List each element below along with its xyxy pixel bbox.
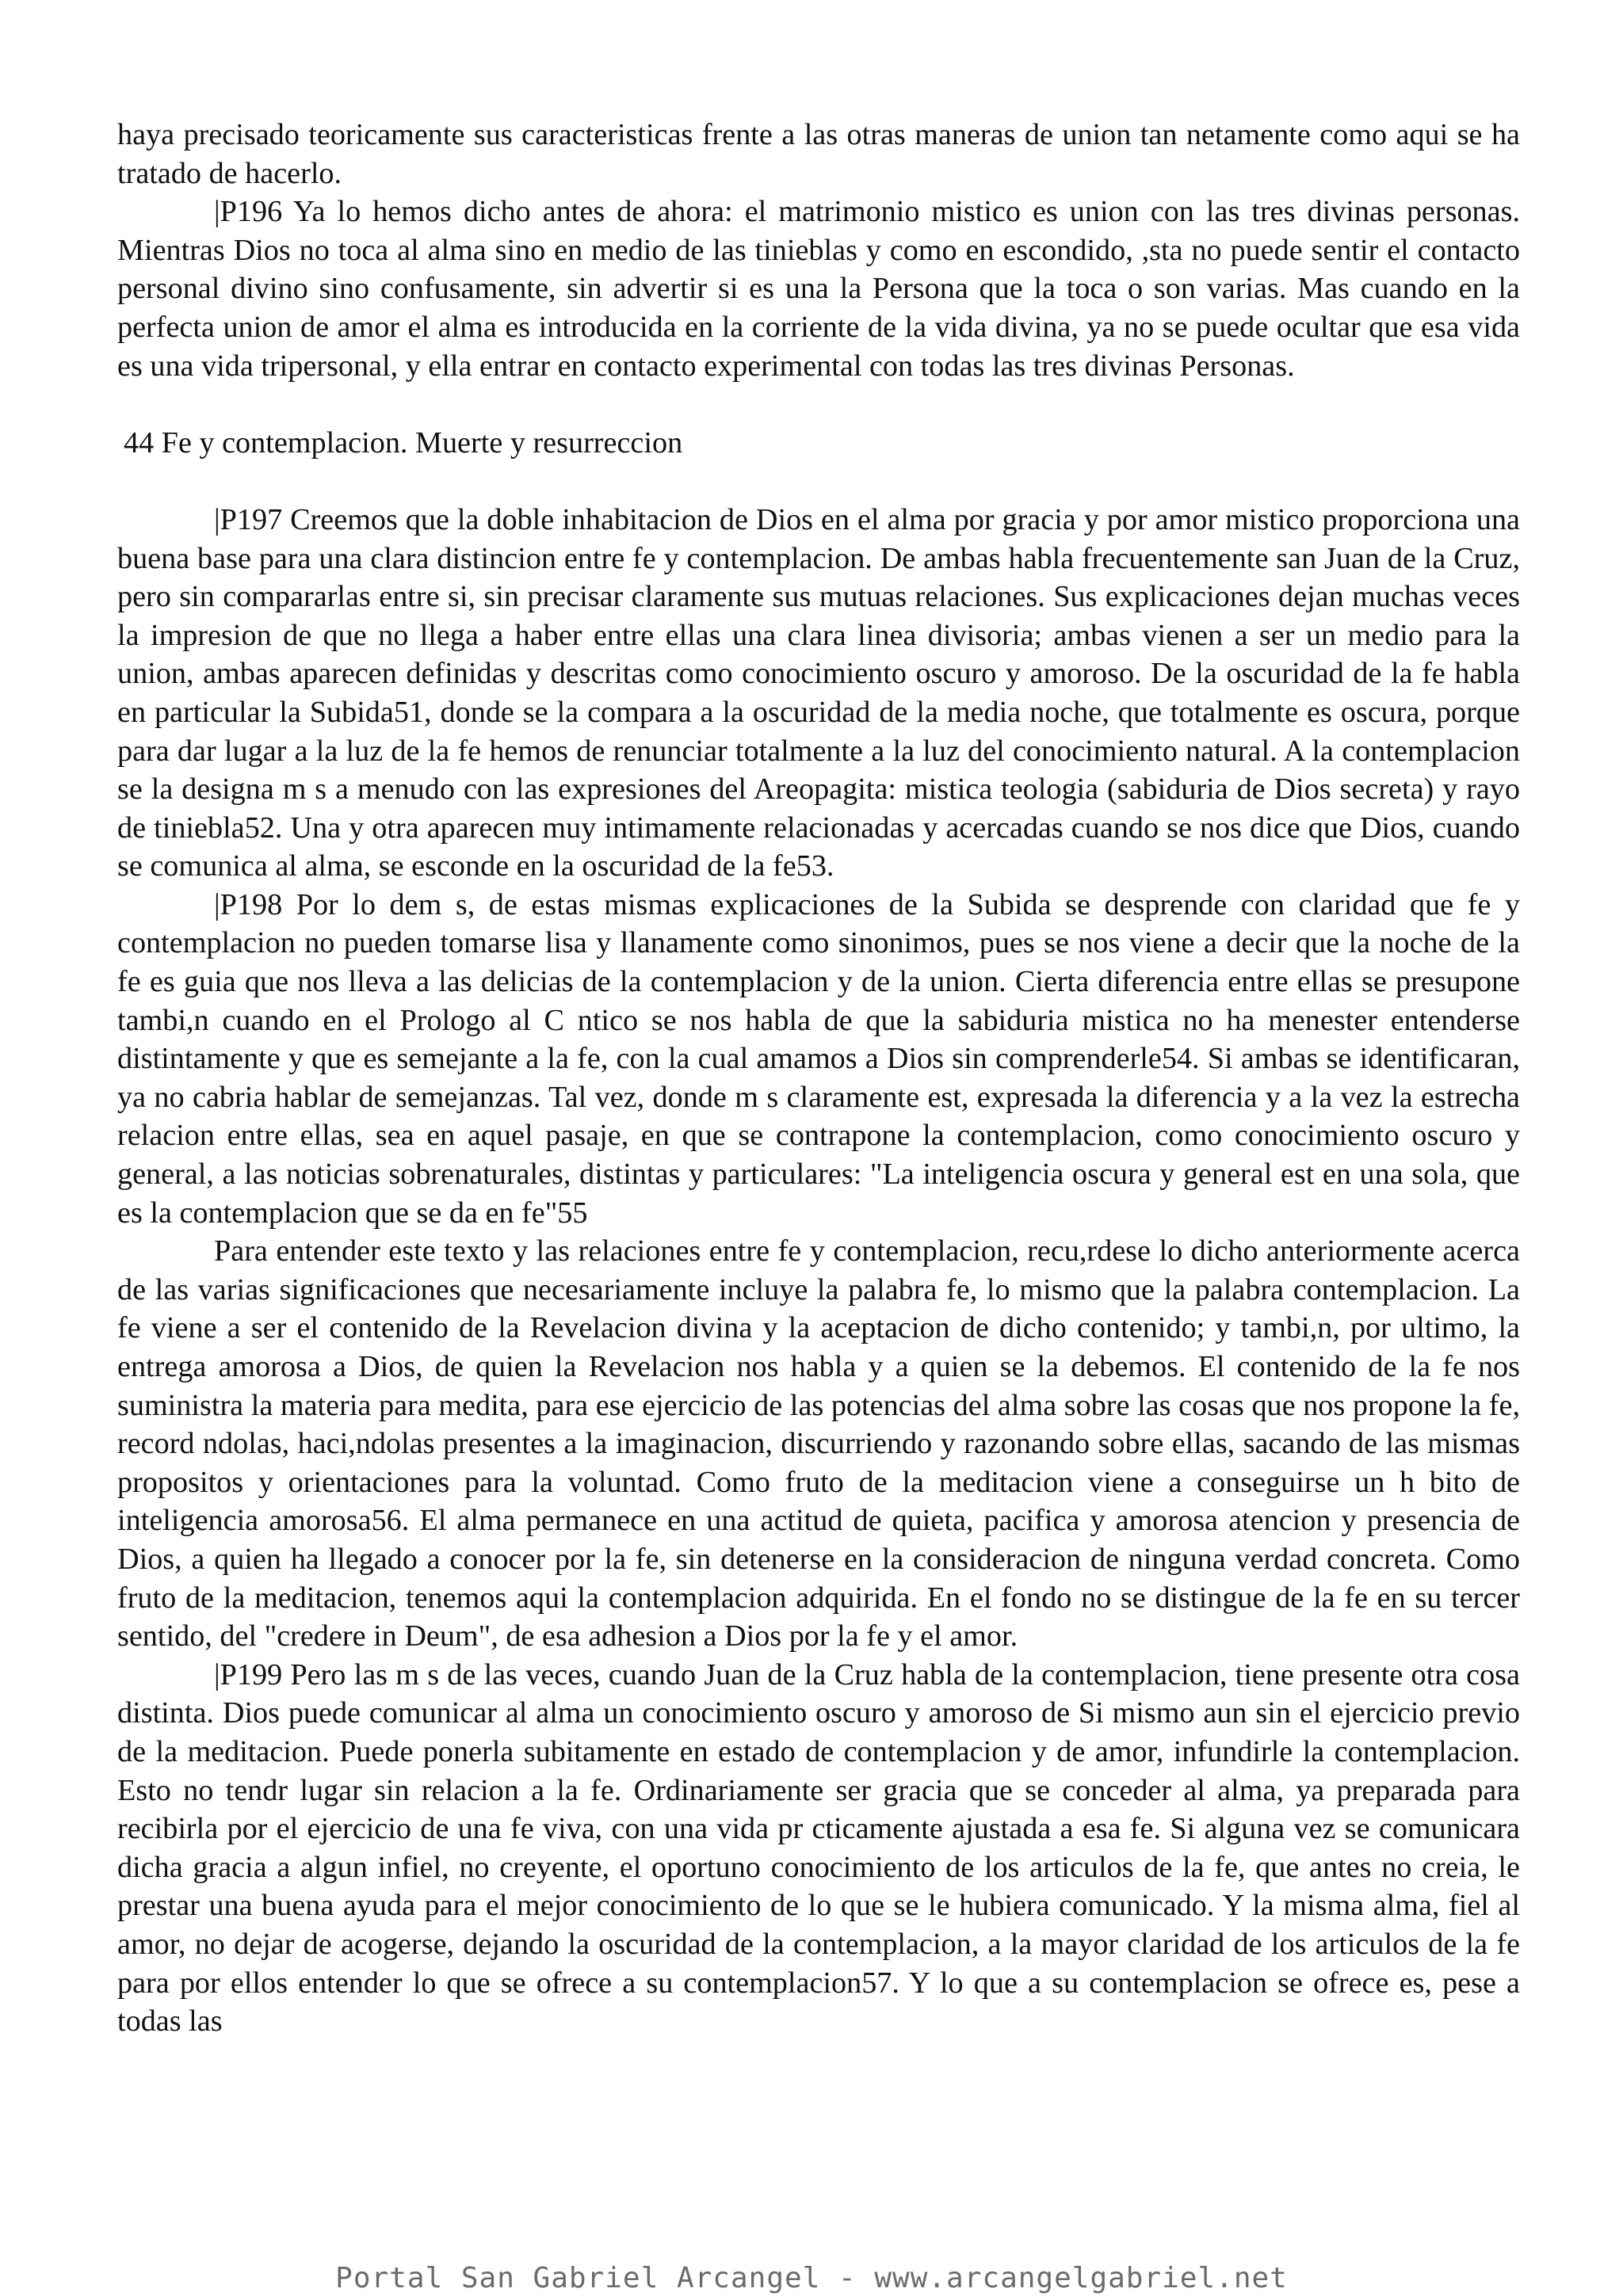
page-footer: Portal San Gabriel Arcangel - www.arcangelgabriel.net [335, 2262, 1288, 2294]
section-heading: 44 Fe y contemplacion. Muerte y resurreccion [124, 425, 683, 460]
paragraph-p197: |P197 Creemos que la doble inhabitacion de Dios en el alma por gracia y por amor mistico proporciona una buena base para una clara distincion entre fe y contemplacion. De ambas habla frecuentemente san Juan de la Cruz, pero sin compararlas entre si, sin precisar claramente sus mutuas relaciones. Sus explicaciones dejan muchas veces la impresion de que no llega a haber entre ellas una clara linea divisoria; ambas vienen a ser un medio para la union, ambas aparecen definidas y descritas como conocimiento oscuro y amoroso. De la oscuridad de la fe habla en particular la Subida51, donde se la compara a la oscuridad de la media noche, que totalmente es oscura, porque para dar lugar a la luz de la fe hemos de renunciar totalmente a la luz del conocimiento natural. A la contemplacion se la designa m s a menudo con las expresiones del Areopagita: mistica teologia (sabiduria de Dios secreta) y rayo de tiniebla52. Una y otra aparecen muy intimamente relacionadas y acercadas cuando se nos dice que Dios, cuando se comunica al alma, se esconde en la oscuridad de la fe53. [117, 502, 1520, 883]
paragraph-p199: |P199 Pero las m s de las veces, cuando Juan de la Cruz habla de la contemplacion, tiene presente otra cosa distinta. Dios puede comunicar al alma un conocimiento oscuro y amoroso de Si mismo aun sin el ejercicio previo de la meditacion. Puede ponerla subitamente en estado de contemplacion y de amor, infundirle la contemplacion. Esto no tendr lugar sin relacion a la fe. Ordinariamente ser gracia que se conceder al alma, ya preparada para recibirla por el ejercicio de una fe viva, con una vida pr cticamente ajustada a esa fe. Si alguna vez se comunicara dicha gracia a algun infiel, no creyente, el oportuno conocimiento de los articulos de la fe, que antes no creia, le prestar una buena ayuda para el mejor conocimiento de lo que se le hubiera comunicado. Y la misma alma, fiel al amor, no dejar de acogerse, dejando la oscuridad de la contemplacion, a la mayor claridad de los articulos de la fe para por ellos entender lo que se ofrece a su contemplacion57. Y lo que a su contemplacion se ofrece es, pese a todas las [117, 1657, 1520, 2039]
paragraph-p196: |P196 Ya lo hemos dicho antes de ahora: el matrimonio mistico es union con las tres divinas personas. Mientras Dios no toca al alma sino en medio de las tinieblas y como en escondido, ,sta no puede sentir el contacto personal divino sino confusamente, sin advertir si es una la Persona que la toca o son varias. Mas cuando en la perfecta union de amor el alma es introducida en la corriente de la vida divina, ya no se puede ocultar que esa vida es una vida tripersonal, y ella entrar en contacto experimental con todas las tres divinas Personas. [117, 195, 1520, 383]
paragraph-para-entender: Para entender este texto y las relaciones entre fe y contemplacion, recu,rdese lo dicho anteriormente acerca de las varias significaciones que necesariamente incluye la palabra fe, lo mismo que la palabra contemplacion. La fe viene a ser el contenido de la Revelacion divina y la aceptacion de dicho contenido; y tambi,n, por ultimo, la entrega amorosa a Dios, de quien la Revelacion nos habla y a quien se la debemos. El contenido de la fe nos suministra la materia para medita, para ese ejercicio de las potencias del alma sobre las cosas que nos propone la fe, record ndolas, haci,ndolas presentes a la imaginacion, discurriendo y razonando sobre ellas, sacando de las mismas propositos y orientaciones para la voluntad. Como fruto de la meditacion viene a conseguirse un h bito de inteligencia amorosa56. El alma permanece en una actitud de quieta, pacifica y amorosa atencion y presencia de Dios, a quien ha llegado a conocer por la fe, sin detenerse en la consideracion de ninguna verdad concreta. Como fruto de la meditacion, tenemos aqui la contemplacion adquirida. En el fondo no se distingue de la fe en su tercer sentido, del "credere in Deum", de esa adhesion a Dios por la fe y el amor. [117, 1234, 1520, 1653]
paragraph-p198: |P198 Por lo dem s, de estas mismas explicaciones de la Subida se desprende con claridad que fe y contemplacion no pueden tomarse lisa y llanamente como sinonimos, pues se nos viene a decir que la noche de la fe es guia que nos lleva a las delicias de la contemplacion y de la union. Cierta diferencia entre ellas se presupone tambi,n cuando en el Prologo al C ntico se nos habla de que la sabiduria mistica no ha menester entenderse distintamente y que es semejante a la fe, con la cual amamos a Dios sin comprenderle54. Si ambas se identificaran, ya no cabria hablar de semejanzas. Tal vez, donde m s claramente est, expresada la diferencia y a la vez la estrecha relacion entre ellas, sea en aquel pasaje, en que se contrapone la contemplacion, como conocimiento oscuro y general, a las noticias sobrenaturales, distintas y particulares: "La inteligencia oscura y general est en una sola, que es la contemplacion que se da en fe"55 [117, 887, 1520, 1230]
paragraph-continuation: haya precisado teoricamente sus caracteristicas frente a las otras maneras de union tan netamente como aqui se ha tratado de hacerlo. [117, 118, 1520, 190]
document-body [117, 116, 1520, 2041]
